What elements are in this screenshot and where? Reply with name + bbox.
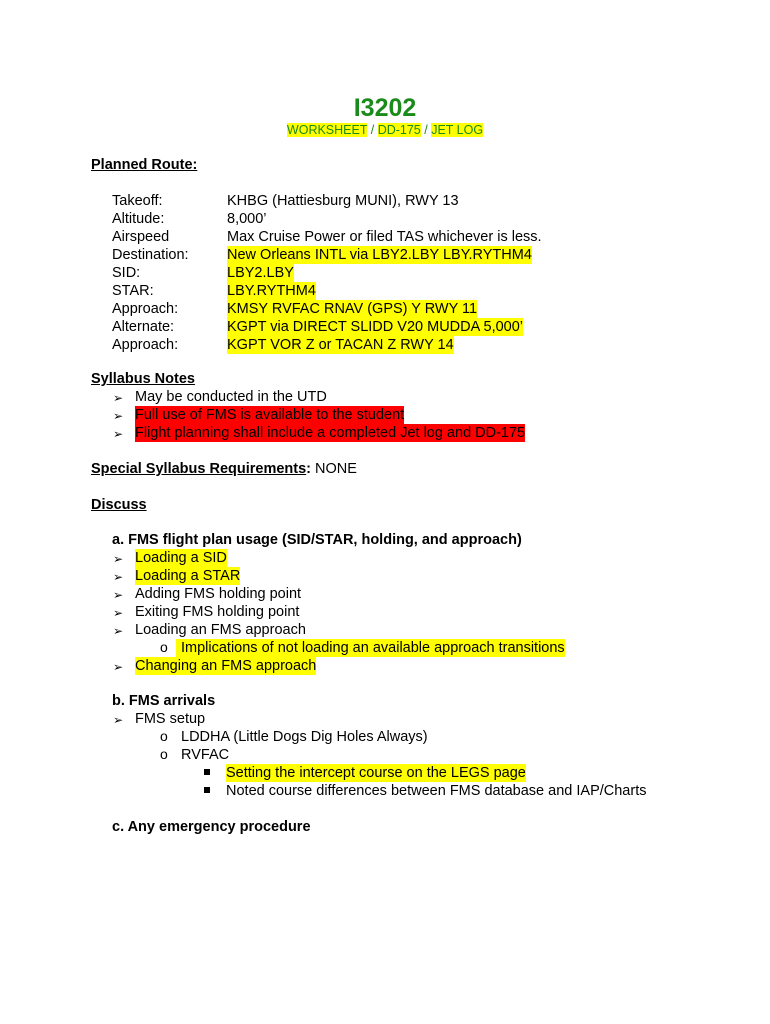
discuss-item: Exiting FMS holding point — [135, 604, 300, 620]
route-value: Max Cruise Power or filed TAS whichever is less. — [227, 229, 542, 245]
special-requirements-colon: : — [306, 461, 312, 477]
discuss-subitem: RVFAC — [181, 747, 230, 763]
arrow-bullet-icon: ➢ — [113, 660, 124, 674]
route-value: KGPT VOR Z or TACAN Z RWY 14 — [227, 337, 454, 353]
route-value: New Orleans INTL via LBY2.LBY LBY.RYTHM4 — [227, 247, 532, 263]
arrow-bullet-icon: ➢ — [113, 409, 124, 423]
circle-bullet-icon: o — [160, 639, 168, 655]
note-item: Flight planning shall include a completed Jet log and DD-175 — [135, 425, 526, 441]
route-value: LBY2.LBY — [227, 265, 294, 281]
planned-route-heading: Planned Route: — [91, 157, 198, 173]
route-value: KHBG (Hattiesburg MUNI), RWY 13 — [227, 193, 459, 209]
separator: / — [420, 123, 432, 137]
discuss-item: Loading a STAR — [135, 568, 241, 584]
square-bullet-icon — [204, 769, 210, 775]
discuss-item: Loading an FMS approach — [135, 622, 306, 638]
discuss-subsubitem: Setting the intercept course on the LEGS page — [226, 765, 526, 781]
route-label: Approach: — [112, 301, 179, 317]
route-label: SID: — [112, 265, 141, 281]
route-label: Airspeed — [112, 229, 170, 245]
special-requirements-label: Special Syllabus Requirements — [91, 461, 307, 477]
section-c-title: c. Any emergency procedure — [112, 819, 311, 835]
arrow-bullet-icon: ➢ — [113, 588, 124, 602]
arrow-bullet-icon: ➢ — [113, 606, 124, 620]
arrow-bullet-icon: ➢ — [113, 427, 124, 441]
route-label: Approach: — [112, 337, 179, 353]
arrow-bullet-icon: ➢ — [113, 391, 124, 405]
note-item: May be conducted in the UTD — [135, 389, 327, 405]
route-label: Takeoff: — [112, 193, 163, 209]
arrow-bullet-icon: ➢ — [113, 713, 124, 727]
route-value: KMSY RVFAC RNAV (GPS) Y RWY 11 — [227, 301, 478, 317]
route-value: LBY.RYTHM4 — [227, 283, 316, 299]
square-bullet-icon — [204, 787, 210, 793]
arrow-bullet-icon: ➢ — [113, 624, 124, 638]
note-item: Full use of FMS is available to the student — [135, 407, 405, 423]
special-requirements — [91, 460, 357, 478]
discuss-heading: Discuss — [91, 497, 147, 513]
discuss-subitem: Implications of not loading an available approach transitions — [176, 639, 565, 657]
section-b-title: b. FMS arrivals — [112, 693, 216, 709]
subtitle-links — [0, 122, 770, 138]
arrow-bullet-icon: ➢ — [113, 552, 124, 566]
worksheet-link[interactable]: WORKSHEET — [286, 123, 368, 137]
circle-bullet-icon: o — [160, 746, 168, 762]
dd175-link[interactable]: DD-175 — [377, 123, 421, 137]
jetlog-link[interactable]: JET LOG — [431, 123, 484, 137]
route-label: Destination: — [112, 247, 189, 263]
discuss-subsubitem: Noted course differences between FMS database and IAP/Charts — [226, 783, 647, 799]
circle-bullet-icon: o — [160, 728, 168, 744]
separator: / — [367, 123, 378, 137]
route-value: 8,000’ — [227, 211, 267, 227]
special-requirements-value: NONE — [311, 461, 357, 477]
discuss-item: Changing an FMS approach — [135, 658, 317, 674]
route-value: KGPT via DIRECT SLIDD V20 MUDDA 5,000’ — [227, 319, 524, 335]
discuss-item: Adding FMS holding point — [135, 586, 302, 602]
discuss-item: Loading a SID — [135, 550, 227, 566]
syllabus-notes-heading: Syllabus Notes — [91, 371, 195, 387]
arrow-bullet-icon: ➢ — [113, 570, 124, 584]
route-label: Alternate: — [112, 319, 175, 335]
page-title: I3202 — [353, 94, 417, 122]
discuss-item: FMS setup — [135, 711, 206, 727]
discuss-subitem: LDDHA (Little Dogs Dig Holes Always) — [181, 729, 428, 745]
route-label: Altitude: — [112, 211, 165, 227]
section-a-title: a. FMS flight plan usage (SID/STAR, holding, and approach) — [112, 532, 522, 548]
route-label: STAR: — [112, 283, 154, 299]
